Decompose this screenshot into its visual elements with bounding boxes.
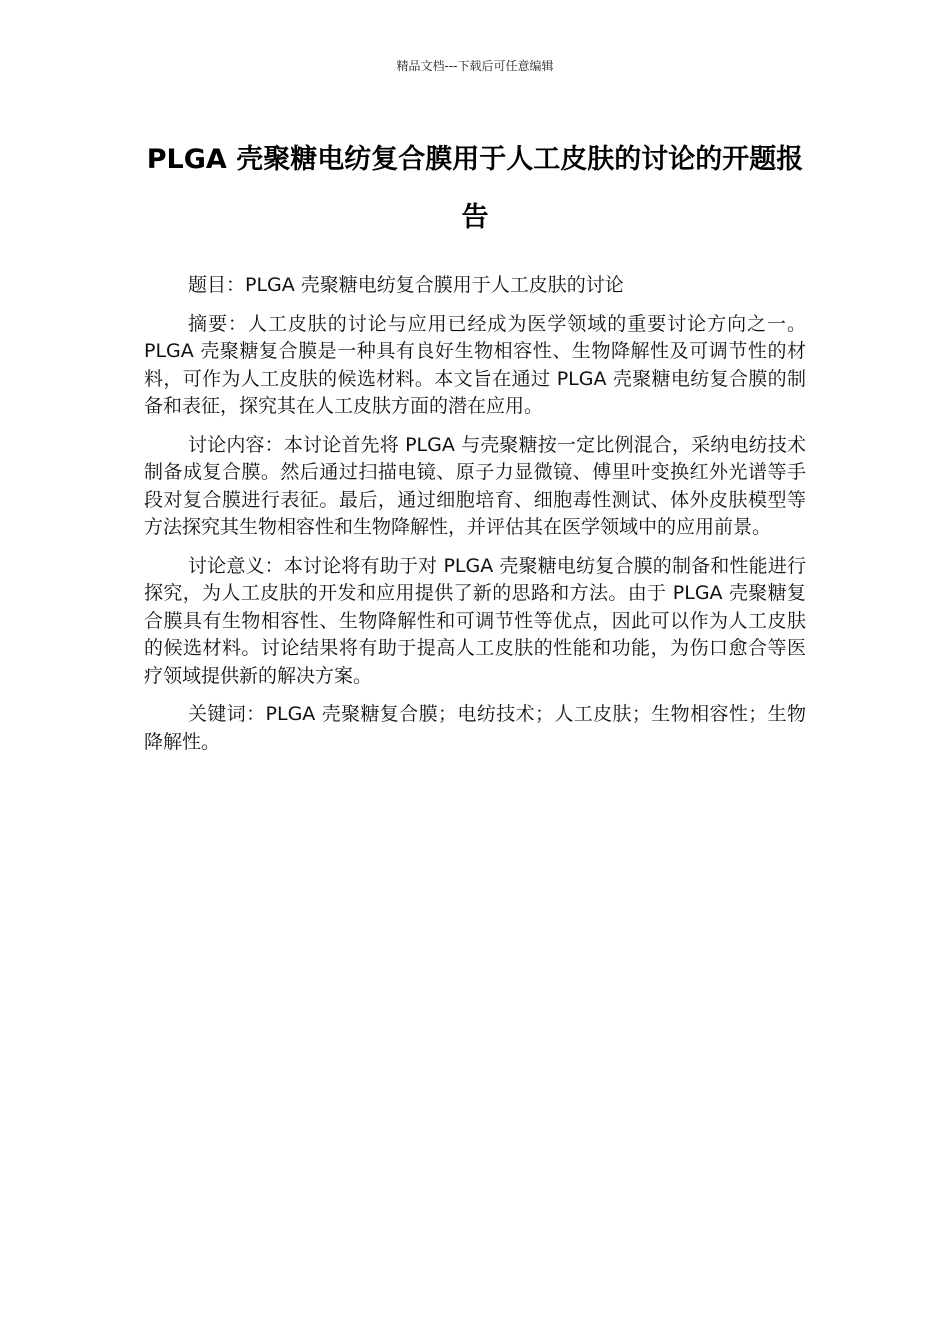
header-note: 精品文档---下载后可任意编辑 (396, 59, 554, 73)
significance-paragraph: 讨论意义：本讨论将有助于对 PLGA 壳聚糖电纺复合膜的制备和性能进行探究，为人工皮肤的开发和应用提供了新的思路和方法。由于 PLGA 壳聚糖复合膜具有生物相容性、生物降解性和可调节性等优点，因此可以作为人工皮肤的候选材料。讨论结果将有助于提高人工皮肤的性能和功能，为伤口愈合等医疗领域提供新的解决方案。 (144, 554, 806, 687)
content-paragraph: 讨论内容：本讨论首先将 PLGA 与壳聚糖按一定比例混合，采纳电纺技术制备成复合膜。然后通过扫描电镜、原子力显微镜、傅里叶变换红外光谱等手段对复合膜进行表征。最后，通过细胞培育、细胞毒性测试、体外皮肤模型等方法探究其生物相容性和生物降解性，并评估其在医学领域中的应用前景。 (144, 433, 806, 538)
document-body (144, 272, 806, 767)
document-title: PLGA 壳聚糖电纺复合膜用于人工皮肤的讨论的开题报告 (146, 144, 804, 233)
abstract-paragraph: 摘要：人工皮肤的讨论与应用已经成为医学领域的重要讨论方向之一。PLGA 壳聚糖复合膜是一种具有良好生物相容性、生物降解性及可调节性的材料，可作为人工皮肤的候选材料。本文旨在通过 PLGA 壳聚糖电纺复合膜的制备和表征，探究其在人工皮肤方面的潜在应用。 (144, 312, 806, 417)
topic-paragraph: 题目：PLGA 壳聚糖电纺复合膜用于人工皮肤的讨论 (188, 274, 624, 296)
keywords-paragraph: 关键词：PLGA 壳聚糖复合膜；电纺技术；人工皮肤；生物相容性；生物降解性。 (144, 703, 806, 753)
